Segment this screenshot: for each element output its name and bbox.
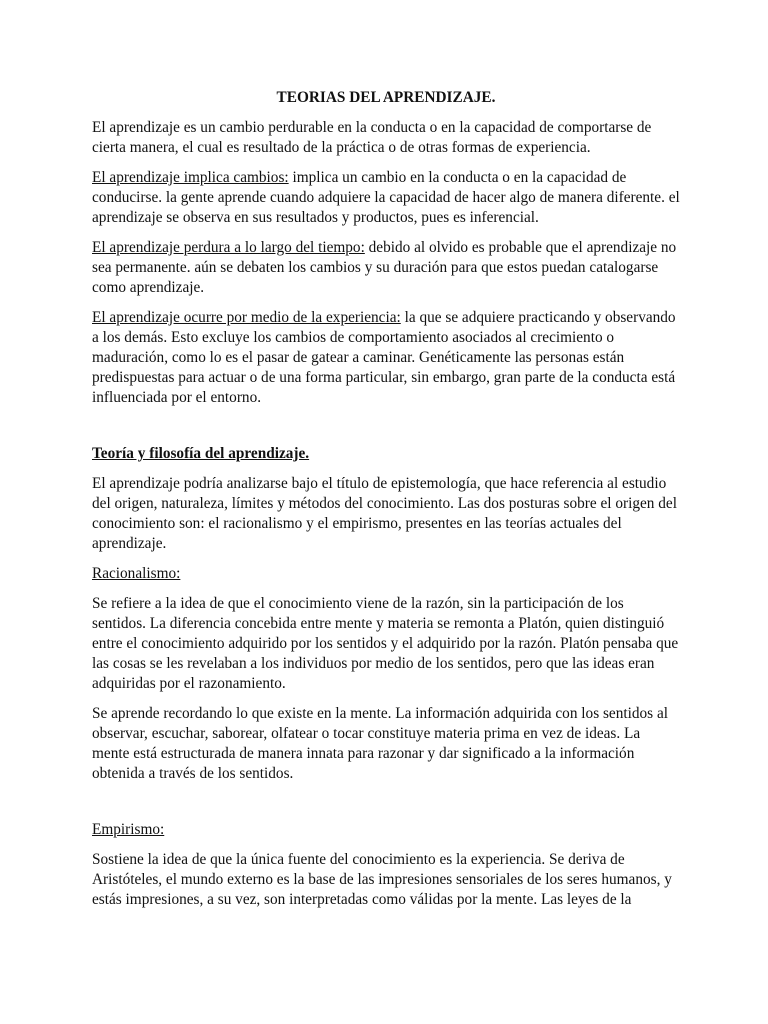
document-body (92, 88, 680, 920)
paragraph-experiencia (92, 308, 680, 408)
racionalismo-paragraph-1: Se refiere a la idea de que el conocimiento viene de la razón, sin la participación de los sentidos. La diferencia concebida entre mente y materia se remonta a Platón, quien distinguió entre el conocimiento adquirido por los sentidos y el adquirido por la razón. Platón pensaba que las cosas se les revelaban a los individuos por medio de los sentidos, pero que las ideas eran adquiridas por el razonamiento. (92, 595, 679, 692)
document-title: TEORIAS DEL APRENDIZAJE. (276, 89, 496, 106)
empirismo-heading-wrap (92, 820, 680, 840)
text-experiencia: la que se adquiere practicando y observando a los demás. Esto excluye los cambios de comportamiento asociados al crecimiento o maduración, como lo es el pasar de gatear a caminar. Genéticamente las personas están predispuestas para actuar o de una forma particular, sin embargo, gran parte de la conducta está influenciada por el entorno. (92, 309, 676, 406)
title-wrap (86, 88, 686, 108)
section-heading: Teoría y filosofía del aprendizaje. (92, 445, 310, 462)
racionalismo-paragraph-2: Se aprende recordando lo que existe en la mente. La información adquirida con los sentidos al observar, escuchar, saborear, olfatear o tocar constituye materia prima en vez de ideas. La mente está estructurada de manera innata para razonar y dar significado a la información obtenida a través de los sentidos. (92, 705, 668, 782)
paragraph-perdura (92, 238, 680, 298)
racionalismo-heading: Racionalismo: (92, 565, 181, 582)
empirismo-heading: Empirismo: (92, 821, 165, 838)
text-perdura: debido al olvido es probable que el aprendizaje no sea permanente. aún se debaten los cambios y su duración para que estos puedan catalogarse como aprendizaje. (92, 239, 677, 296)
paragraph-cambios (92, 168, 680, 228)
label-cambios: El aprendizaje implica cambios: (92, 169, 289, 186)
text-cambios: implica un cambio en la conducta o en la capacidad de conducirse. la gente aprende cuando adquiere la capacidad de hacer algo de manera diferente. el aprendizaje se observa en sus resultados y productos, pues es inferencial. (92, 169, 680, 226)
label-experiencia: El aprendizaje ocurre por medio de la experiencia: (92, 309, 401, 326)
intro-paragraph: El aprendizaje es un cambio perdurable en la conducta o en la capacidad de comportarse de cierta manera, el cual es resultado de la práctica o de otras formas de experiencia. (92, 119, 652, 156)
section-paragraph: El aprendizaje podría analizarse bajo el título de epistemología, que hace referencia al estudio del origen, naturaleza, límites y métodos del conocimiento. Las dos posturas sobre el origen del conocimiento son: el racionalismo y el empirismo, presentes en las teorías actuales del aprendizaje. (92, 475, 677, 552)
label-perdura: El aprendizaje perdura a lo largo del tiempo: (92, 239, 365, 256)
empirismo-paragraph-1: Sostiene la idea de que la única fuente del conocimiento es la experiencia. Se deriva de Aristóteles, el mundo externo es la base de las impresiones sensoriales de los seres humanos, y estás impresiones, a su vez, son interpretadas como válidas por la mente. Las leyes de la (92, 851, 672, 908)
